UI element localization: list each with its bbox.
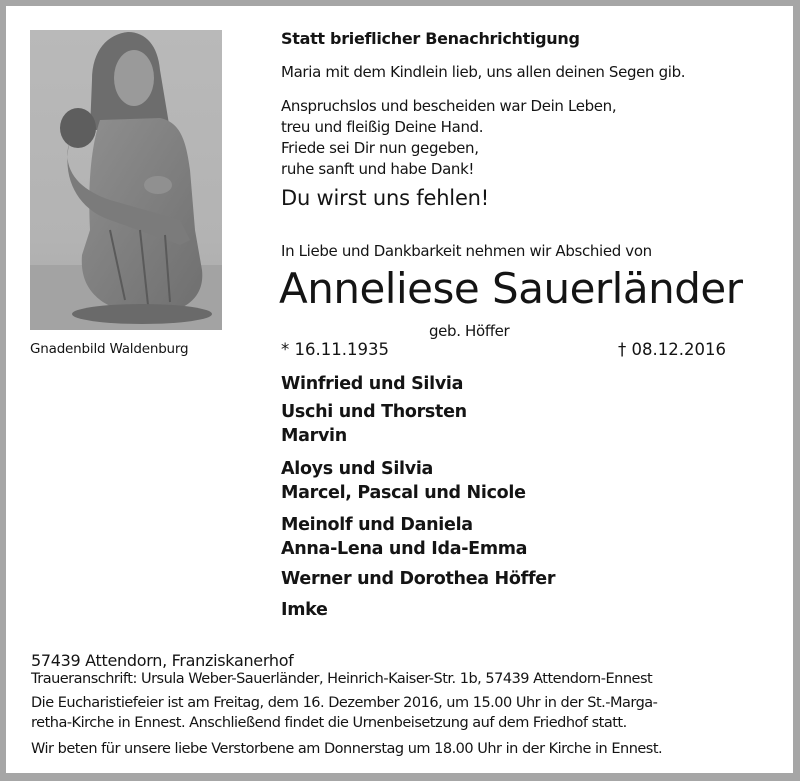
- family-line: Werner und Dorothea Höffer: [281, 569, 556, 589]
- stanza-line: ruhe sanft und habe Dank!: [281, 160, 475, 178]
- farewell-line: In Liebe und Dankbarkeit nehmen wir Abschied von: [281, 242, 652, 260]
- birth-date: * 16.11.1935: [281, 340, 389, 359]
- family-line: Anna-Lena und Ida-Emma: [281, 539, 528, 559]
- family-group: [281, 457, 526, 505]
- family-line: Marvin: [281, 426, 347, 446]
- family-line: Winfried und Silvia: [281, 374, 464, 394]
- family-line: Imke: [281, 600, 328, 620]
- service-line: retha-Kirche in Ennest. Anschließend findet die Urnenbeisetzung auf dem Friedhof statt.: [31, 715, 627, 731]
- stanza-line: Anspruchslos und bescheiden war Dein Leben,: [281, 97, 617, 115]
- statue-photo: [30, 30, 222, 330]
- service-line: Die Eucharistiefeier ist am Freitag, dem 16. Dezember 2016, um 15.00 Uhr in der St.-Marga-: [31, 695, 658, 711]
- notice-header: Statt brieflicher Benachrichtigung: [281, 29, 580, 48]
- family-group: [281, 400, 467, 448]
- death-date: † 08.12.2016: [618, 340, 726, 359]
- maiden-name: geb. Höffer: [429, 322, 510, 340]
- family-line: Uschi und Thorsten: [281, 402, 467, 422]
- family-group: [281, 567, 555, 591]
- madonna-statue-image: [30, 30, 222, 330]
- family-group: [281, 372, 463, 396]
- stanza-line: treu und fleißig Deine Hand.: [281, 118, 484, 136]
- closing-phrase: Du wirst uns fehlen!: [281, 186, 489, 210]
- verse-line: Maria mit dem Kindlein lieb, uns allen deinen Segen gib.: [281, 63, 686, 81]
- service-info: [31, 693, 657, 733]
- family-line: Meinolf und Daniela: [281, 515, 473, 535]
- stanza-line: Friede sei Dir nun gegeben,: [281, 139, 479, 157]
- mourning-address: Traueranschrift: Ursula Weber-Sauerländer, Heinrich-Kaiser-Str. 1b, 57439 Attendorn-Ennest: [31, 671, 653, 687]
- family-line: Marcel, Pascal und Nicole: [281, 483, 526, 503]
- family-group: [281, 513, 527, 561]
- family-group: [281, 598, 328, 622]
- location-line: 57439 Attendorn, Franziskanerhof: [31, 651, 294, 670]
- photo-caption: Gnadenbild Waldenburg: [30, 341, 189, 357]
- deceased-name: Anneliese Sauerländer: [279, 264, 743, 313]
- family-line: Aloys und Silvia: [281, 459, 434, 479]
- prayer-info: Wir beten für unsere liebe Verstorbene am Donnerstag um 18.00 Uhr in der Kirche in Ennest.: [31, 741, 663, 757]
- verse-stanza: [281, 96, 616, 180]
